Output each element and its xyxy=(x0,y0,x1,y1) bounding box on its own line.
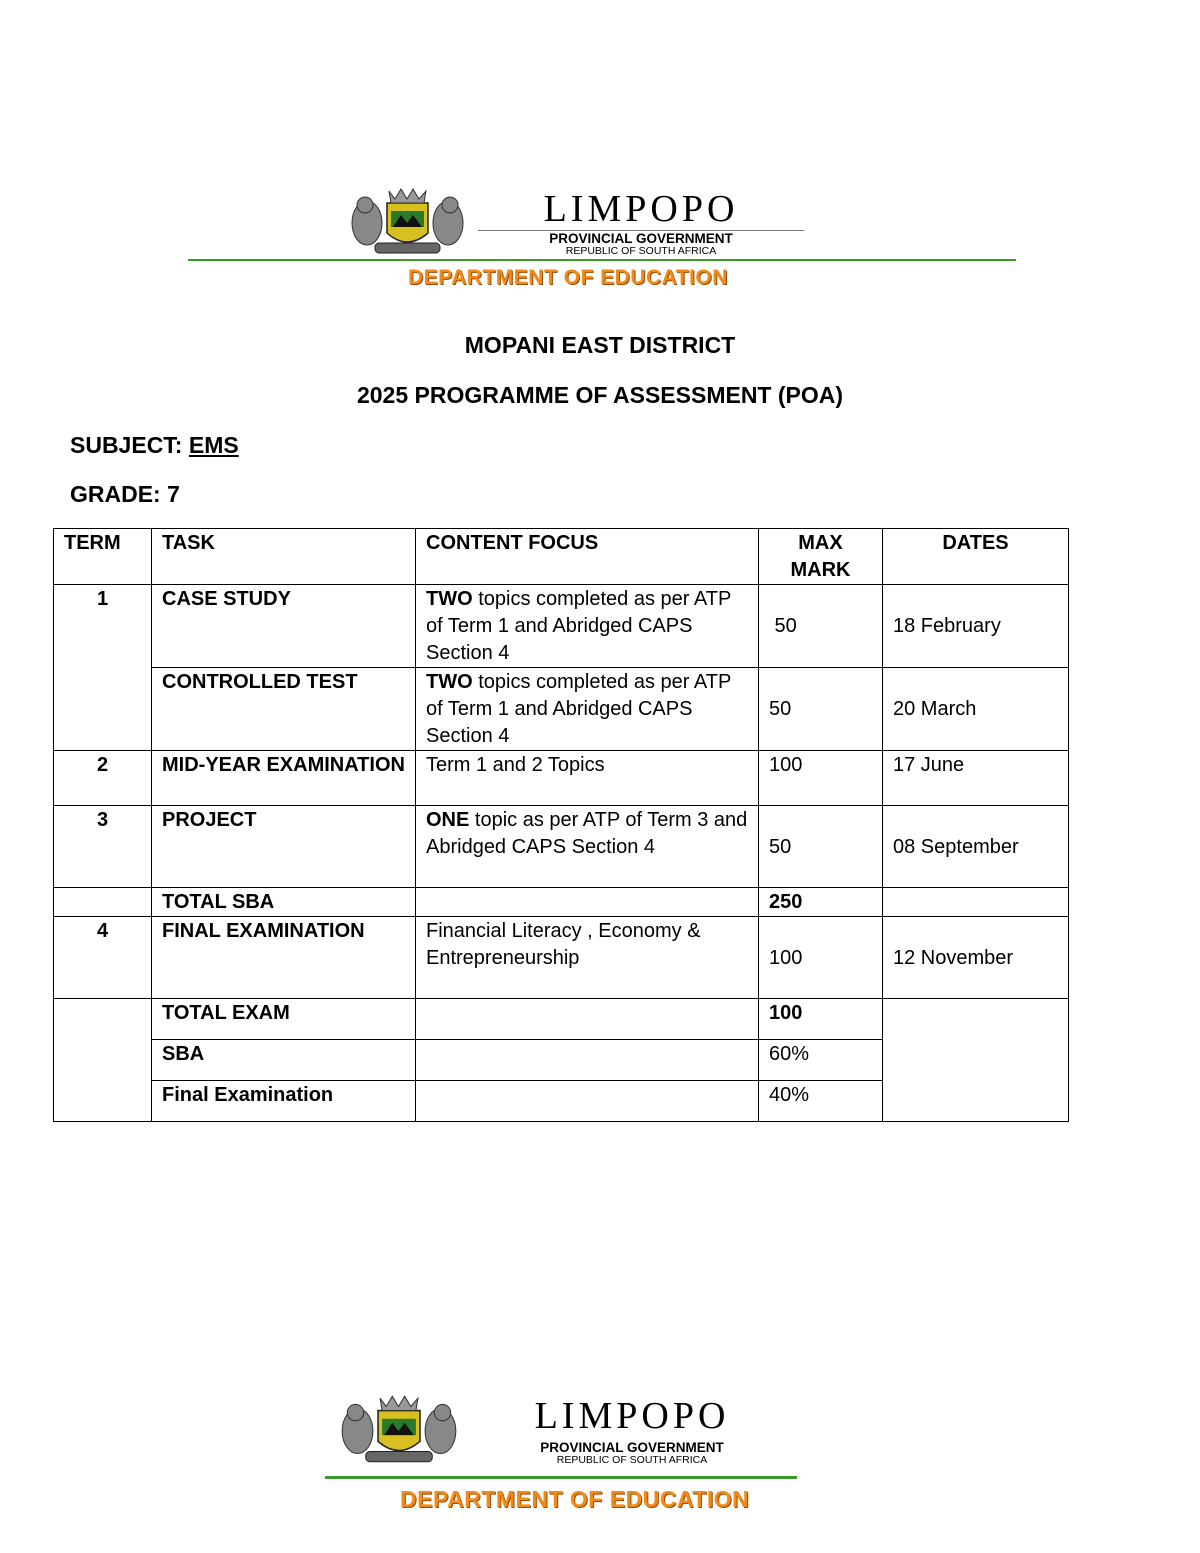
term-cell: 1 xyxy=(54,585,152,751)
brand-government: PROVINCIAL GOVERNMENT xyxy=(549,231,733,246)
coat-of-arms-icon xyxy=(335,1390,463,1468)
focus-cell xyxy=(416,1040,759,1081)
subject-value: EMS xyxy=(188,432,239,458)
date-cell: 20 March xyxy=(883,668,1069,751)
table-row xyxy=(54,917,1069,999)
term-cell: 4 xyxy=(54,917,152,999)
table-row xyxy=(54,668,1069,751)
focus-cell xyxy=(416,999,759,1040)
task-cell: SBA xyxy=(152,1040,416,1081)
table-row xyxy=(54,751,1069,806)
header-term: TERM xyxy=(54,529,152,585)
max-cell: 250 xyxy=(759,888,883,917)
task-cell: CASE STUDY xyxy=(152,585,416,668)
focus-cell: Term 1 and 2 Topics xyxy=(416,751,759,806)
header-dates: DATES xyxy=(883,529,1069,585)
focus-cell: ONE topic as per ATP of Term 3 and Abridged CAPS Section 4 xyxy=(416,806,759,888)
term-cell: 2 xyxy=(54,751,152,806)
date-cell: 18 February xyxy=(883,585,1069,668)
coat-of-arms-icon xyxy=(345,185,470,257)
brand-country: REPUBLIC OF SOUTH AFRICA xyxy=(565,245,717,257)
header-task: TASK xyxy=(152,529,416,585)
department-name: DEPARTMENT OF EDUCATION xyxy=(400,1486,750,1512)
grade-line: GRADE: 7 xyxy=(70,481,180,507)
date-cell xyxy=(883,888,1069,917)
brand-government: PROVINCIAL GOVERNMENT xyxy=(540,1440,724,1455)
brand-country: REPUBLIC OF SOUTH AFRICA xyxy=(556,1454,708,1466)
assessment-table xyxy=(53,528,1069,1122)
task-cell: TOTAL SBA xyxy=(152,888,416,917)
subject-line xyxy=(70,432,239,459)
subject-label: SUBJECT: xyxy=(70,432,189,458)
task-cell: FINAL EXAMINATION xyxy=(152,917,416,999)
district-title: MOPANI EAST DISTRICT xyxy=(464,332,736,358)
term-cell: 3 xyxy=(54,806,152,888)
max-cell: 50 xyxy=(759,585,883,668)
focus-cell xyxy=(416,888,759,917)
date-cell: 17 June xyxy=(883,751,1069,806)
document-title: 2025 PROGRAMME OF ASSESSMENT (POA) xyxy=(356,382,844,408)
brand-name: LIMPOPO xyxy=(534,1395,730,1437)
task-cell: Final Examination xyxy=(152,1081,416,1122)
brand-block xyxy=(478,190,804,257)
header-content-focus: CONTENT FOCUS xyxy=(416,529,759,585)
max-cell: 100 xyxy=(759,751,883,806)
header-green-rule xyxy=(188,259,1016,261)
max-cell: 50 xyxy=(759,668,883,751)
task-cell: MID-YEAR EXAMINATION xyxy=(152,751,416,806)
brand-block xyxy=(472,1397,792,1466)
table-row xyxy=(54,585,1069,668)
task-cell: CONTROLLED TEST xyxy=(152,668,416,751)
department-name: DEPARTMENT OF EDUCATION xyxy=(408,266,728,289)
table-row xyxy=(54,806,1069,888)
focus-cell: TWO topics completed as per ATP of Term 1 and Abridged CAPS Section 4 xyxy=(416,668,759,751)
date-cell: 08 September xyxy=(883,806,1069,888)
date-cell: 12 November xyxy=(883,917,1069,999)
focus-cell: Financial Literacy , Economy & Entrepreneurship xyxy=(416,917,759,999)
date-cell xyxy=(883,999,1069,1122)
focus-cell: TWO topics completed as per ATP of Term 1 and Abridged CAPS Section 4 xyxy=(416,585,759,668)
table-header-row xyxy=(54,529,1069,585)
max-cell: 60% xyxy=(759,1040,883,1081)
term-cell xyxy=(54,888,152,917)
max-cell: 100 xyxy=(759,999,883,1040)
table-row xyxy=(54,999,1069,1040)
brand-name: LIMPOPO xyxy=(543,188,739,230)
max-cell: 50 xyxy=(759,806,883,888)
table-row xyxy=(54,888,1069,917)
task-cell: PROJECT xyxy=(152,806,416,888)
task-cell: TOTAL EXAM xyxy=(152,999,416,1040)
term-cell xyxy=(54,999,152,1122)
max-cell: 40% xyxy=(759,1081,883,1122)
max-cell: 100 xyxy=(759,917,883,999)
focus-cell xyxy=(416,1081,759,1122)
header-max-mark: MAX MARK xyxy=(759,529,883,585)
header-green-rule xyxy=(325,1476,797,1479)
